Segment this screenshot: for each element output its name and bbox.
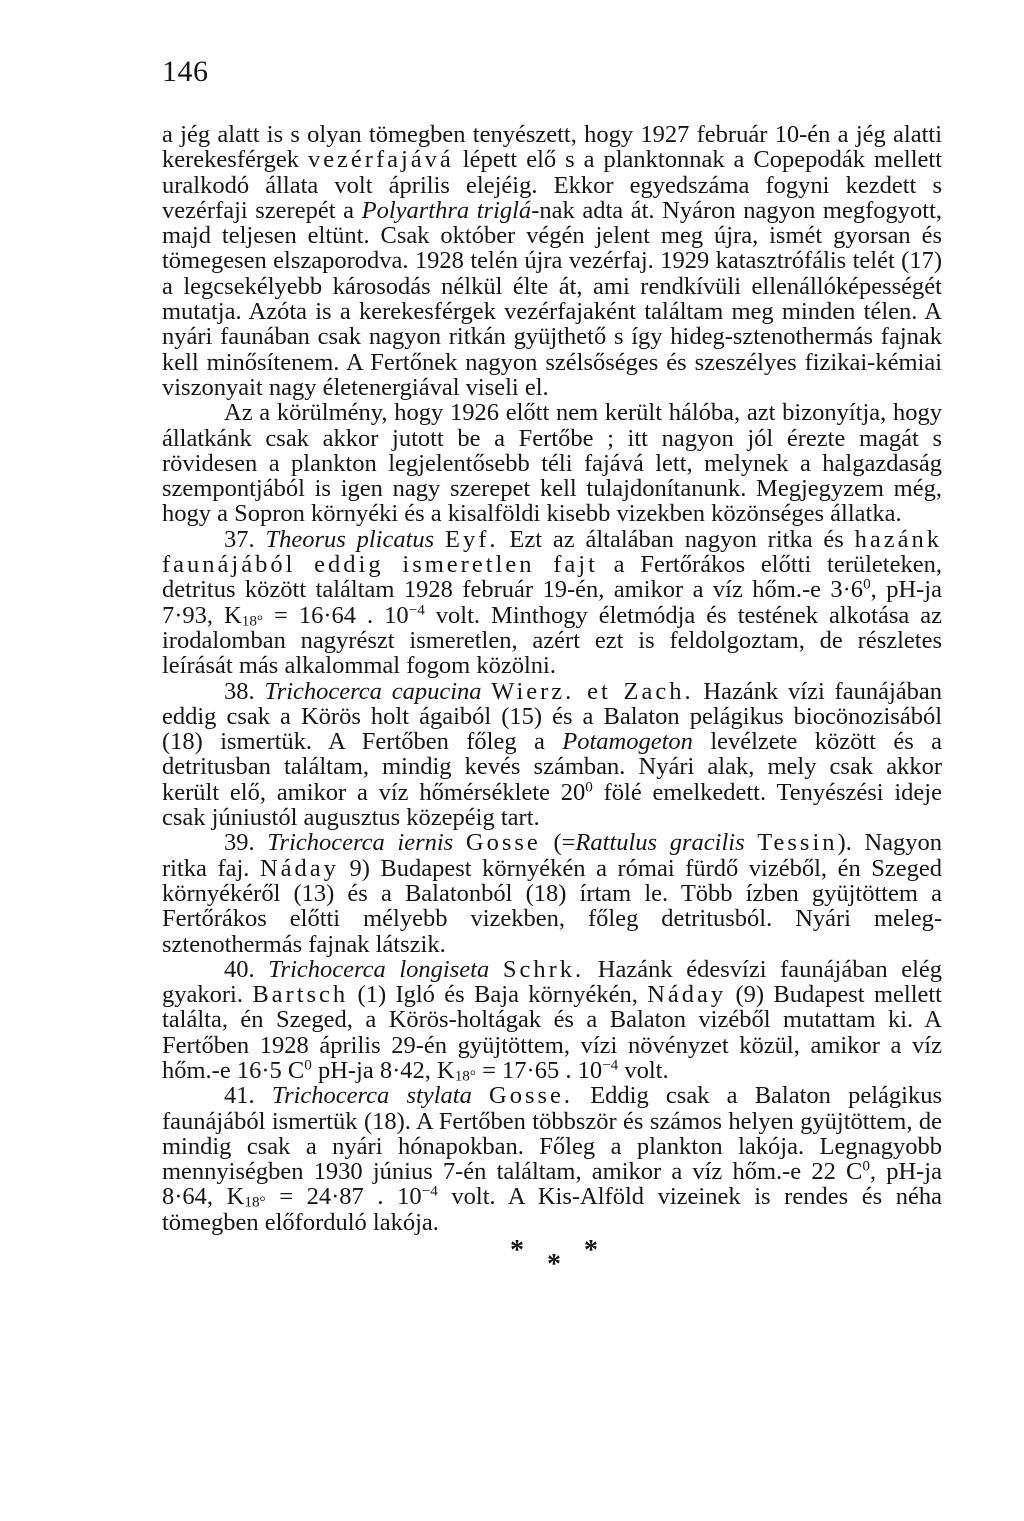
text-run: a jég alatt is s olyan tömegben tenyészett, hogy 1927 február 10-én a jég alatti kerekesférgek	[162, 121, 942, 174]
k-subscript: 18°	[454, 1067, 476, 1085]
author-name: Wierz. et Zach.	[491, 677, 694, 705]
species-name: Polyarthra triglá	[361, 196, 532, 224]
entry-39	[162, 830, 942, 956]
degree-sup: 0	[862, 1157, 870, 1175]
exponent-sup: −4	[602, 1056, 619, 1074]
entry-number: 37.	[224, 525, 255, 553]
page-body	[162, 52, 943, 1281]
text-run: Hazánk vízi faunájában eddig csak a Körös holt ágaiból (15) és a Balaton pelágikus biocönozisából (18) ismertük. A Fertőben főleg a	[162, 677, 943, 756]
k-subscript: 18°	[241, 611, 263, 629]
entry-41	[162, 1083, 942, 1235]
entry-40	[162, 957, 942, 1083]
text-run: (1) Igló és Baja környékén,	[357, 981, 638, 1009]
author-name: Náday	[647, 981, 727, 1009]
text-run: volt. Minthogy életmódja és testének alkotása az irodalomban nagyrészt ismeretlen, azért ezt is feldolgoztam, de részletes leírását más alkalommal fogom közölni.	[162, 601, 943, 680]
text-run: volt.	[618, 1056, 669, 1084]
text-run: fölé emelkedett. Tenyészési ideje csak júniustól augusztus közepéig tart.	[162, 778, 942, 832]
separator-star: *	[547, 1249, 561, 1281]
text-run: Ezt az általában nagyon ritka és	[509, 525, 844, 553]
entry-number: 39.	[224, 829, 255, 857]
text-run: volt. A Kis-Alföld vizeinek is rendes és néha tömegben előforduló lakója.	[162, 1183, 942, 1236]
separator-star: *	[510, 1235, 524, 1267]
species-name: Trichocerca iernis	[267, 829, 454, 857]
paragraph-2: Az a körülmény, hogy 1926 előtt nem került hálóba, azt bizonyítja, hogy állatkánk csak akkor jutott be a Fertőbe ; itt nagyon jól érezte magát s rövidesen a plankton legjelentősebb téli fajává lett, melynek a halgazdaság szempontjából is igen nagy szerepet kell tulajdonítanunk. Megjegyzem még, hogy a Sopron környéki és a kisalföldi kisebb vizekben közönséges állatka.	[162, 399, 942, 528]
separator-star: *	[584, 1235, 598, 1267]
author-name: Gosse.	[489, 1082, 574, 1110]
text-run: (=	[553, 829, 576, 857]
text-run: (9) Budapest mellett találta, én Szeged, a Körös-holtágak és a Balaton vizéből mutattam ki. A Fertőben 1928 április 29-én gyüjtöttem, vízi növényzet közül, amikor a víz hőm.-e 16·5 C	[162, 981, 942, 1084]
text-run: ).	[837, 829, 852, 857]
degree-sup: 0	[304, 1056, 312, 1074]
paragraph-1	[162, 122, 942, 400]
exponent-sup: −4	[421, 1183, 438, 1201]
text-run: = 17·65 . 10	[475, 1056, 603, 1084]
entry-number: 38.	[224, 677, 255, 705]
spaced-text: vezérfajává	[307, 146, 454, 174]
entry-37	[162, 527, 942, 679]
author-name: Schrk.	[502, 955, 585, 983]
degree-sup: 0	[863, 576, 871, 593]
exponent-sup: −4	[408, 601, 425, 619]
author-name: Gosse	[465, 829, 541, 857]
species-name: Theorus plicatus	[265, 525, 435, 553]
synonym-name: Rattulus gracilis	[575, 829, 745, 857]
text-run: = 24·87 . 10	[265, 1183, 422, 1211]
author-name: Eyf.	[445, 525, 499, 553]
section-separator	[162, 1235, 942, 1281]
species-name: Trichocerca longiseta	[268, 955, 490, 983]
text-run: Eddig csak a Balaton pelágikus faunájából ismertük (18). A Fertőben többször és számos helyen gyüjtöttem, de mindig csak a nyári hónapokban. Főleg a plankton lakója. Legnagyobb mennyiségben 1930 június 7-én találtam, amikor a víz hőm.-e 22 C	[162, 1082, 942, 1186]
species-name: Trichocerca capucina	[264, 677, 482, 705]
author-name: Náday	[259, 854, 339, 882]
entry-number: 40.	[224, 955, 255, 983]
text-run: , pH-ja 8·64, K	[162, 1158, 942, 1211]
species-name: Trichocerca stylata	[271, 1082, 472, 1110]
text-run: levélzete között és a detritusban találtam, mindig kevés számban. Nyári alak, mely csak akkor került elő, amikor a víz hőmérséklete 20	[162, 728, 943, 806]
text-run: = 16·64 . 10	[263, 601, 409, 629]
text-run: pH-ja 8·42, K	[311, 1056, 455, 1084]
text-run: , pH-ja 7·93, K	[162, 576, 942, 629]
k-subscript: 18°	[244, 1193, 266, 1211]
text-run: 9) Budapest környékén a római fürdő vizéből, én Szeged környékéről (13) és a Balatonból (18) írtam le. Több ízben gyüjtöttem a Fertőrákos előtti mélyebb vizekben, főleg detritusból. Nyári meleg-sztenothermás fajnak látszik.	[162, 854, 942, 958]
text-run: Hazánk édesvízi faunájában elég gyakori.	[162, 955, 943, 1009]
degree-sup: 0	[585, 778, 593, 796]
genus-name: Potamogeton	[562, 728, 693, 756]
text-run: Nagyon ritka faj.	[162, 829, 943, 882]
author-name: Bartsch	[252, 981, 349, 1009]
entry-38	[162, 679, 942, 831]
entry-number: 41.	[224, 1082, 255, 1110]
author-name: Tessin	[757, 829, 838, 857]
spaced-text: hazánk faunájából eddig ismeretlen fajt	[162, 525, 943, 579]
page-number: 146	[162, 55, 209, 88]
text-run: a Fertőrákos előtti területeken, detritus között találtam 1928 február 19-én, amikor a víz hőm.-e 3·6	[162, 551, 942, 604]
text-run: lépett elő s a planktonnak a Copepodák mellett uralkodó állata volt április elejéig. Ekkor egyedszáma fogyni kezdett s vezérfaji szerepét a	[162, 146, 943, 224]
text-run: -nak adta át. Nyáron nagyon megfogyott, majd teljesen eltünt. Csak október végén jelent meg újra, ismét gyorsan és tömegesen elszaporodva. 1928 telén újra vezérfaj. 1929 katasztrófális telét (17) a legcsekélyebb károsodás nélkül élte át, ami rendkívüli ellenállóképességét mutatja. Azóta is a kerekesférgek vezérfajaként találtam meg minden télen. A nyári faunában csak nagyon ritkán gyüjthető s így hideg-sztenothermás fajnak kell minősítenem. A Fertőnek nagyon szélsőséges és szeszélyes fizikai-kémiai viszonyait nagy életenergiával viseli el.	[162, 196, 942, 401]
